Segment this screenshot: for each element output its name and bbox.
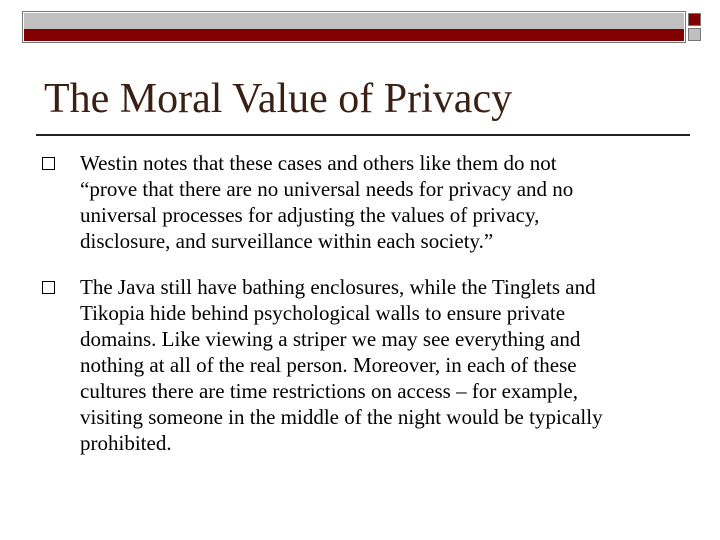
bullet-line: Tikopia hide behind psychological walls to ensure private [80, 301, 566, 325]
top-bar-grey-band [24, 13, 684, 29]
top-decorative-bar [22, 11, 686, 43]
bullet-line: universal processes for adjusting the values of privacy, [80, 203, 540, 227]
bullet-line: “prove that there are no universal needs for privacy and no [80, 177, 574, 201]
bullet-line: disclosure, and surveillance within each society.” [80, 229, 494, 253]
bullet-item [42, 274, 692, 456]
bullet-line: The Java still have bathing enclosures, while the Tinglets and [80, 275, 596, 299]
top-bar-red-band [24, 29, 684, 41]
bullet-line: nothing at all of the real person. Moreover, in each of these [80, 353, 577, 377]
bullet-line: domains. Like viewing a striper we may see everything and [80, 327, 581, 351]
corner-square-grey [688, 28, 701, 41]
hollow-square-icon [42, 281, 55, 294]
corner-square-red [688, 13, 701, 26]
slide-title: The Moral Value of Privacy [44, 76, 513, 122]
bullet-item [42, 150, 692, 254]
bullet-line: visiting someone in the middle of the night would be typically [80, 405, 603, 429]
bullet-line: cultures there are time restrictions on access – for example, [80, 379, 578, 403]
bullet-list [42, 150, 692, 476]
bullet-line: Westin notes that these cases and others like them do not [80, 151, 557, 175]
bullet-line: prohibited. [80, 431, 172, 455]
hollow-square-icon [42, 157, 55, 170]
title-rule [36, 134, 690, 136]
